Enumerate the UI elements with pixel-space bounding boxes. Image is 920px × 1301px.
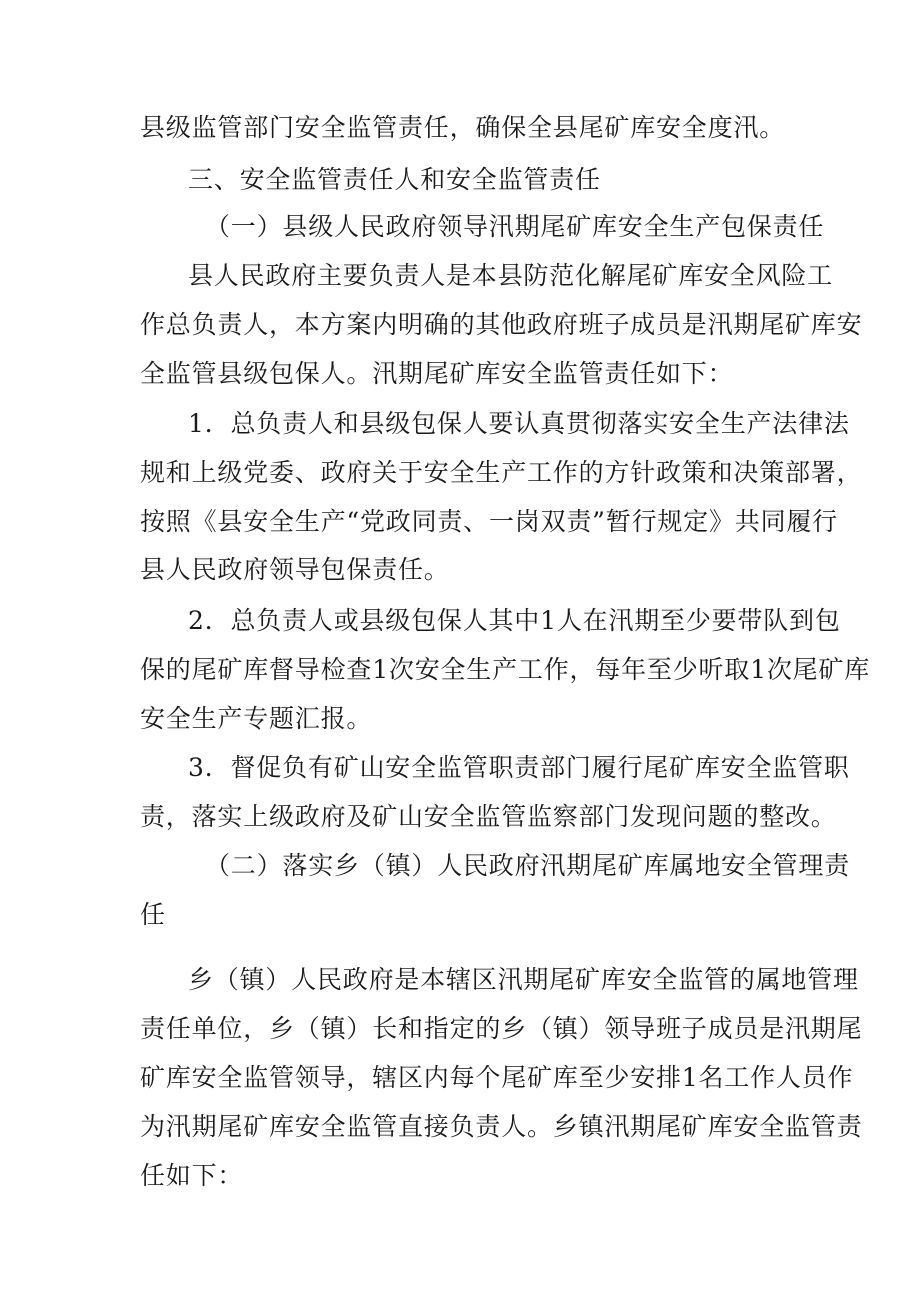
body-line: 县级监管部门安全监管责任，确保全县尾矿库安全度汛。 xyxy=(140,113,786,142)
section-heading: 三、安全监管责任人和安全监管责任 xyxy=(188,165,601,194)
body-line: 矿库安全监管领导，辖区内每个尾矿库至少安排1名工作人员作 xyxy=(140,1063,854,1092)
body-line: 规和上级党委、政府关于安全生产工作的方针政策和决策部署， xyxy=(140,458,863,487)
body-line: 为汛期尾矿库安全监管直接负责人。乡镇汛期尾矿库安全监管责 xyxy=(140,1112,863,1141)
body-line: 全监管县级包保人。汛期尾矿库安全监管责任如下： xyxy=(140,359,734,388)
body-line: 责任单位，乡（镇）长和指定的乡（镇）领导班子成员是汛期尾 xyxy=(140,1014,863,1043)
body-line: 作总负责人，本方案内明确的其他政府班子成员是汛期尾矿库安 xyxy=(140,310,863,339)
body-line: 保的尾矿库督导检查1次安全生产工作，每年至少听取1次尾矿库 xyxy=(140,655,871,684)
body-line: 按照《县安全生产“党政同责、一岗双责”暂行规定》共同履行 xyxy=(140,507,838,536)
subsection-heading: （一）县级人民政府领导汛期尾矿库安全生产包保责任 xyxy=(205,212,825,241)
subsection-heading: （二）落实乡（镇）人民政府汛期尾矿库属地安全管理责 xyxy=(205,851,851,880)
body-line: 县人民政府主要负责人是本县防范化解尾矿库安全风险工 xyxy=(188,261,834,290)
body-line: 任如下： xyxy=(140,1161,244,1190)
list-item-3: 3．督促负有矿山安全监管职责部门履行尾矿库安全监管职 xyxy=(188,753,850,782)
body-line: 乡（镇）人民政府是本辖区汛期尾矿库安全监管的属地管理 xyxy=(188,965,859,994)
list-item-2: 2．总负责人或县级包保人其中1人在汛期至少要带队到包 xyxy=(188,606,841,635)
subsection-heading-continuation: 任 xyxy=(140,900,166,929)
body-line: 县人民政府领导包保责任。 xyxy=(140,555,450,584)
list-item-1: 1．总负责人和县级包保人要认真贯彻落实安全生产法律法 xyxy=(188,409,850,438)
body-line: 安全生产专题汇报。 xyxy=(140,704,373,733)
body-line: 责，落实上级政府及矿山安全监管监察部门发现问题的整改。 xyxy=(140,802,837,831)
